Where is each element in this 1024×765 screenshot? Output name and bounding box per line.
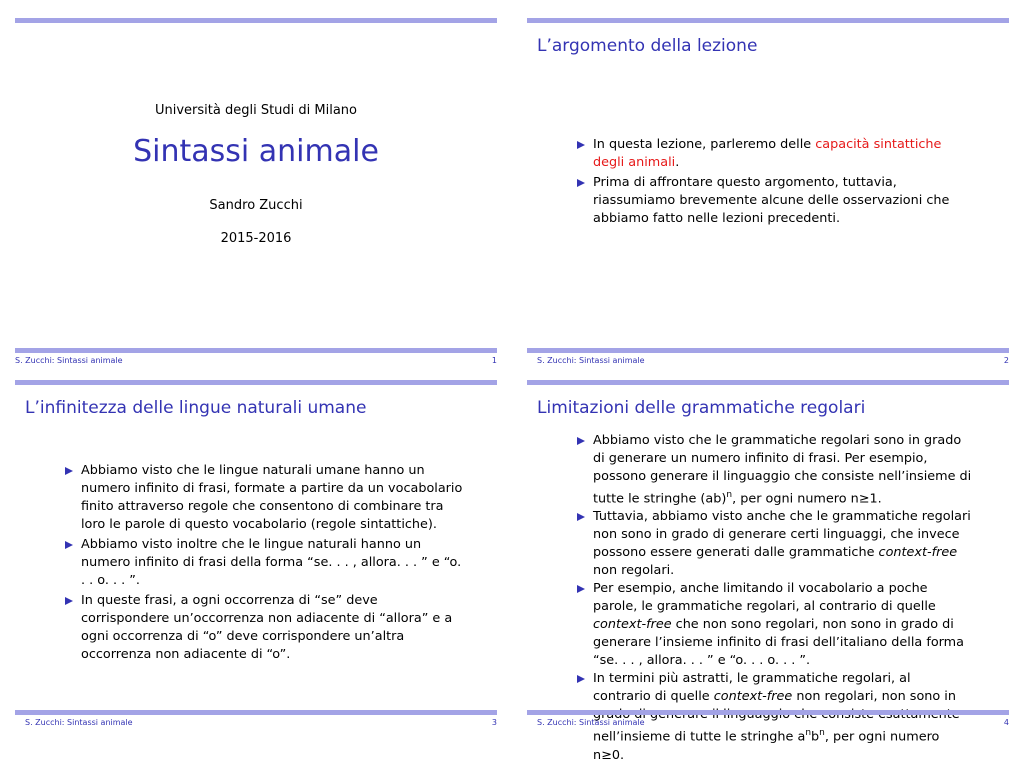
bullet-triangle-icon [65,467,73,475]
italic-term: context-free [593,617,672,633]
list-item [577,580,972,670]
bullet-triangle-icon [577,179,585,187]
superscript: n [805,728,812,739]
bullet-triangle-icon [577,585,585,593]
list-item [577,174,957,228]
bullet-text: , per ogni numero n≥0. [593,729,940,763]
footer-text: S. Zucchi: Sintassi animale [15,356,123,365]
list-item [577,136,957,172]
list-item [577,432,972,508]
slide-top-bar [15,380,497,385]
list-item [65,462,463,534]
superscript: n [819,728,825,739]
bullet-triangle-icon [577,675,585,683]
footer-text: S. Zucchi: Sintassi animale [537,356,645,365]
slide-title: L’argomento della lezione [537,36,758,56]
slide-1 [15,18,497,365]
bullet-text: Per esempio, anche limitando il vocabolario a poche parole, le grammatiche regolari, al contrario di quelle [593,581,936,615]
bullet-text: Abbiamo visto che le grammatiche regolari sono in grado di generare un numero infinito di frasi. Per esempio, possono generare il linguaggio che consiste nell’insieme di tutte le stringhe (ab) [593,433,972,507]
slide-top-bar [527,380,1009,385]
superscript: n [726,490,733,500]
bullet-triangle-icon [577,513,585,521]
list-item [65,536,463,590]
bullet-text: In questa lezione, parleremo delle [593,137,816,152]
slide-3 [15,380,497,727]
presentation-title: Sintassi animale [133,134,379,169]
bullet-list [577,136,957,230]
footer-text: S. Zucchi: Sintassi animale [537,718,645,727]
slide-top-bar [527,18,1009,23]
slide-bottom-bar [15,710,497,715]
author-name: Sandro Zucchi [209,198,303,213]
italic-term: context-free [878,545,958,561]
bullet-text: Tuttavia, abbiamo visto anche che le grammatiche regolari non sono in grado di generare certi linguaggi, che invece possono essere generati dalle grammatiche [593,509,971,561]
bullet-triangle-icon [577,437,585,445]
slide-bottom-bar [15,348,497,353]
bullet-text: Abbiamo visto inoltre che le lingue naturali hanno un numero infinito di frasi della forma “se. . . , allora. . . ” e “o. . . o. . . ”. [81,537,462,588]
list-item [577,508,972,580]
bullet-text: non regolari. [593,563,675,579]
academic-year: 2015-2016 [220,231,292,246]
slide-2 [527,18,1009,365]
bullet-text: , per ogni numero n≥1. [732,491,882,507]
slide-top-bar [15,18,497,23]
page-number: 2 [1003,356,1009,365]
university-name: Università degli Studi di Milano [154,103,358,118]
bullet-text: In termini più astratti, le grammatiche regolari, al contrario di quelle [593,671,911,705]
italic-term: context-free [713,689,793,705]
bullet-text: In queste frasi, a ogni occorrenza di “se” deve corrispondere un’occorrenza non adiacente di “allora” e a ogni occorrenza di “o” deve corrispondere un’altra occorrenza non adiacente di “o”. [81,593,453,662]
footer-text: S. Zucchi: Sintassi animale [25,718,133,727]
slide-bottom-bar [527,710,1009,715]
bullet-text: . [675,155,680,170]
bullet-triangle-icon [65,597,73,605]
list-item [65,592,463,664]
bullet-text: non regolari, non sono in nell’insieme di tutte le stringhe a [593,689,956,745]
bullet-text: Prima di affrontare questo argomento, tuttavia, riassumiamo brevemente alcune delle osservazioni che abbiamo fatto nelle lezioni precedenti. [593,175,950,226]
bullet-triangle-icon [577,141,585,149]
page-number: 1 [491,356,497,365]
bullet-list [65,462,463,666]
bullet-text: b [811,729,820,745]
bullet-triangle-icon [65,541,73,549]
page-number: 3 [491,718,497,727]
bullet-text: Abbiamo visto che le lingue naturali umane hanno un numero infinito di frasi, formate a partire da un vocabolario finito attraverso regole che consentono di combinare tra loro le parole di questo vocabolario (regole sintattiche). [81,463,463,532]
slide-4 [527,380,1009,763]
page-number: 4 [1003,718,1009,727]
slide-title: L’infinitezza delle lingue naturali umane [25,398,367,418]
slide-bottom-bar [527,348,1009,353]
slide-title: Limitazioni delle grammatiche regolari [537,398,866,418]
bullet-text: che non sono regolari, non sono in grado di generare l’insieme infinito di frasi dell’italiano della forma “se. . . , allora. . . ” e “o. . . o. . . ”. [593,617,964,669]
highlighted-text: capacità sintattiche degli animali [593,137,942,170]
